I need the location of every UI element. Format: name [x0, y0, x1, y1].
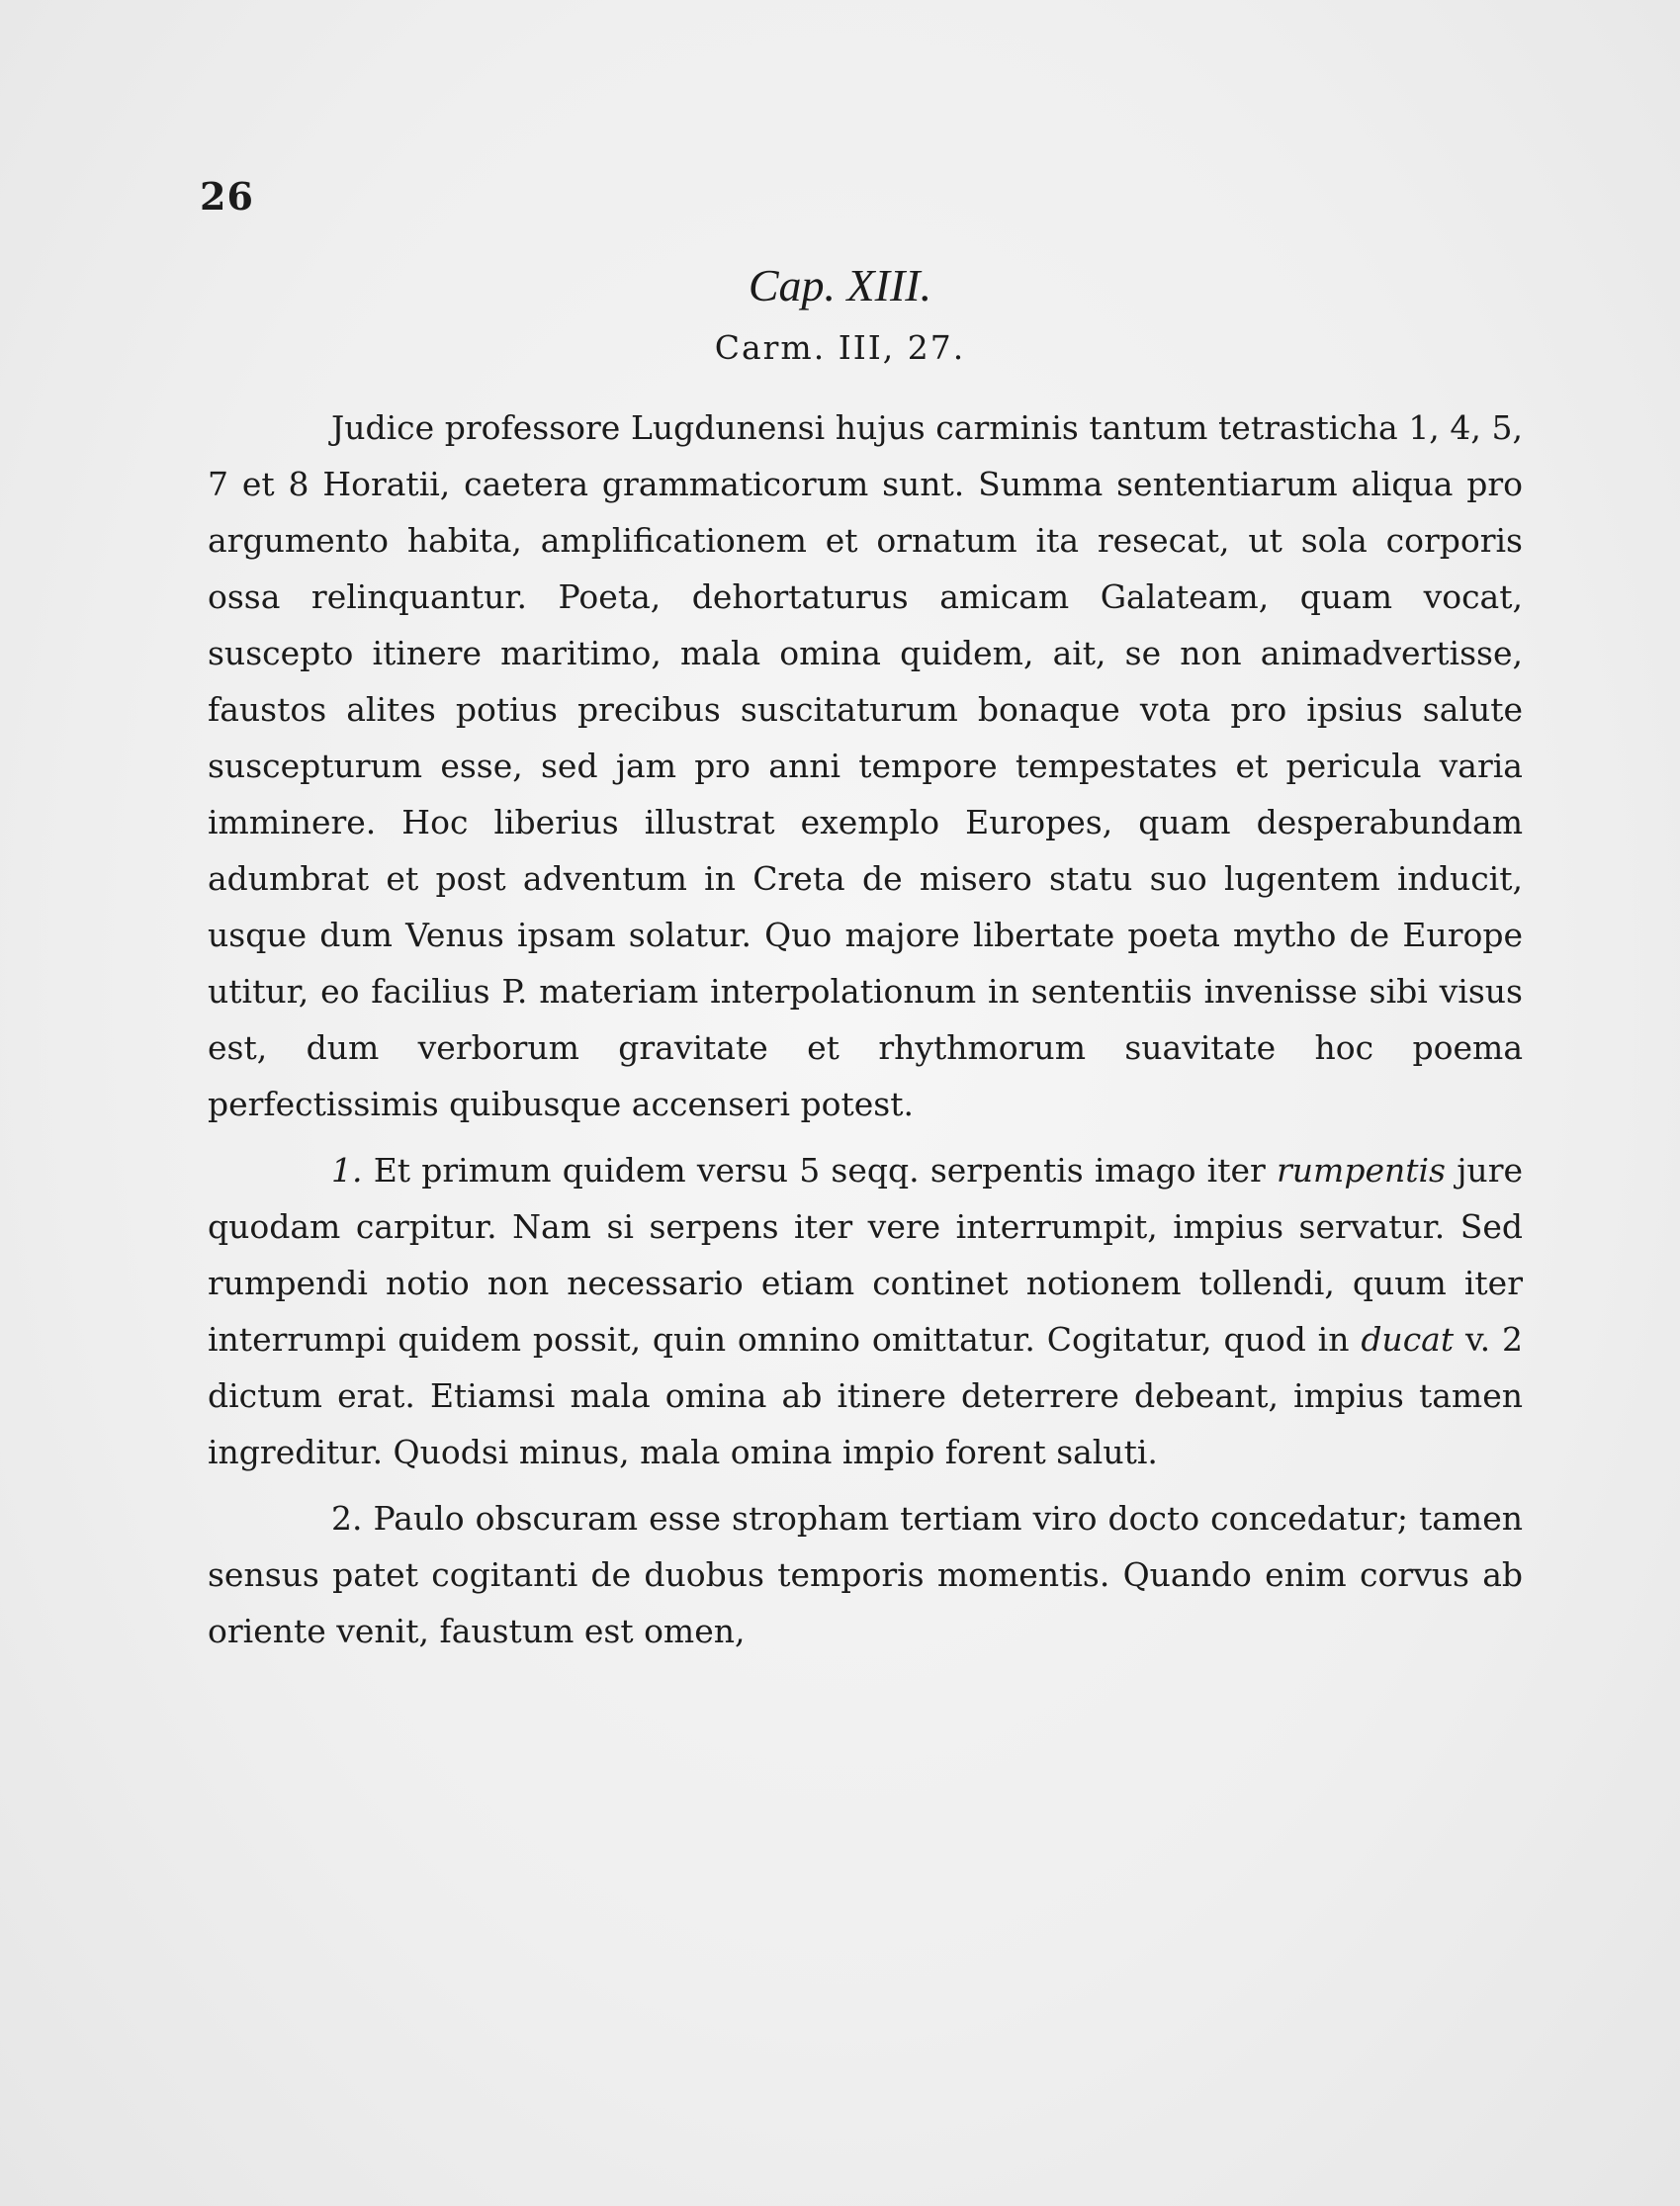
note-text: Et primum quidem versu 5 seqq. serpentis imago iter: [373, 1151, 1266, 1190]
italic-term: ducat: [1361, 1320, 1455, 1359]
note-number: 2.: [331, 1499, 363, 1538]
note-paragraph-2: [208, 1490, 1523, 1659]
note-paragraph-1: [208, 1142, 1523, 1480]
paragraph-intro: Judice professore Lugdunensi hujus carminis tantum tetrasticha 1, 4, 5, 7 et 8 Horatii, caetera grammaticorum sunt. Summa sententiarum aliqua pro argumento habita, amplificationem et ornatum ita resecat, ut sola corporis ossa relinquantur. Poeta, dehortaturus amicam Galateam, quam vocat, suscepto itinere maritimo, mala omina quidem, ait, se non animadvertisse, faustos alites potius precibus suscitaturum bonaque vota pro ipsius salute suscepturum esse, sed jam pro anni tempore tempestates et pericula varia imminere. Hoc liberius illustrat exemplo Europes, quam desperabundam adumbrat et post adventum in Creta de misero statu suo lugentem inducit, usque dum Venus ipsam solatur. Quo majore libertate poeta mytho de Europe utitur, eo facilius P. materiam interpolationum in sententiis invenisse sibi visus est, dum verborum gravitate et rhythmorum suavitate hoc poema perfectissimis quibusque accenseri potest.: [208, 408, 1523, 1123]
page-number: 26: [200, 174, 254, 219]
note-number: 1.: [331, 1151, 363, 1190]
carmen-reference: Carm. III, 27.: [714, 328, 966, 367]
body-text: [208, 399, 1523, 1659]
note-text: jure quodam carpitur. Nam si serpens iter vere interrumpit, impius servatur. Sed rumpendi notio non necessario etiam continet notionem tollendi, quum iter interrumpi quidem possit, quin omnino omittatur. Cogitatur, quod in: [208, 1151, 1523, 1359]
chapter-title: Cap. XIII.: [748, 260, 932, 310]
note-text: v. 2 dictum erat. Etiamsi mala omina ab itinere deterrere debeant, impius tamen ingreditur. Quodsi minus, mala omina impio forent saluti.: [208, 1320, 1523, 1471]
italic-term: rumpentis: [1277, 1151, 1446, 1190]
note-text: Paulo obscuram esse stropham tertiam viro docto concedatur; tamen sensus patet cogitanti de duobus temporis momentis. Quando enim corvus ab oriente venit, faustum est omen,: [208, 1499, 1523, 1650]
